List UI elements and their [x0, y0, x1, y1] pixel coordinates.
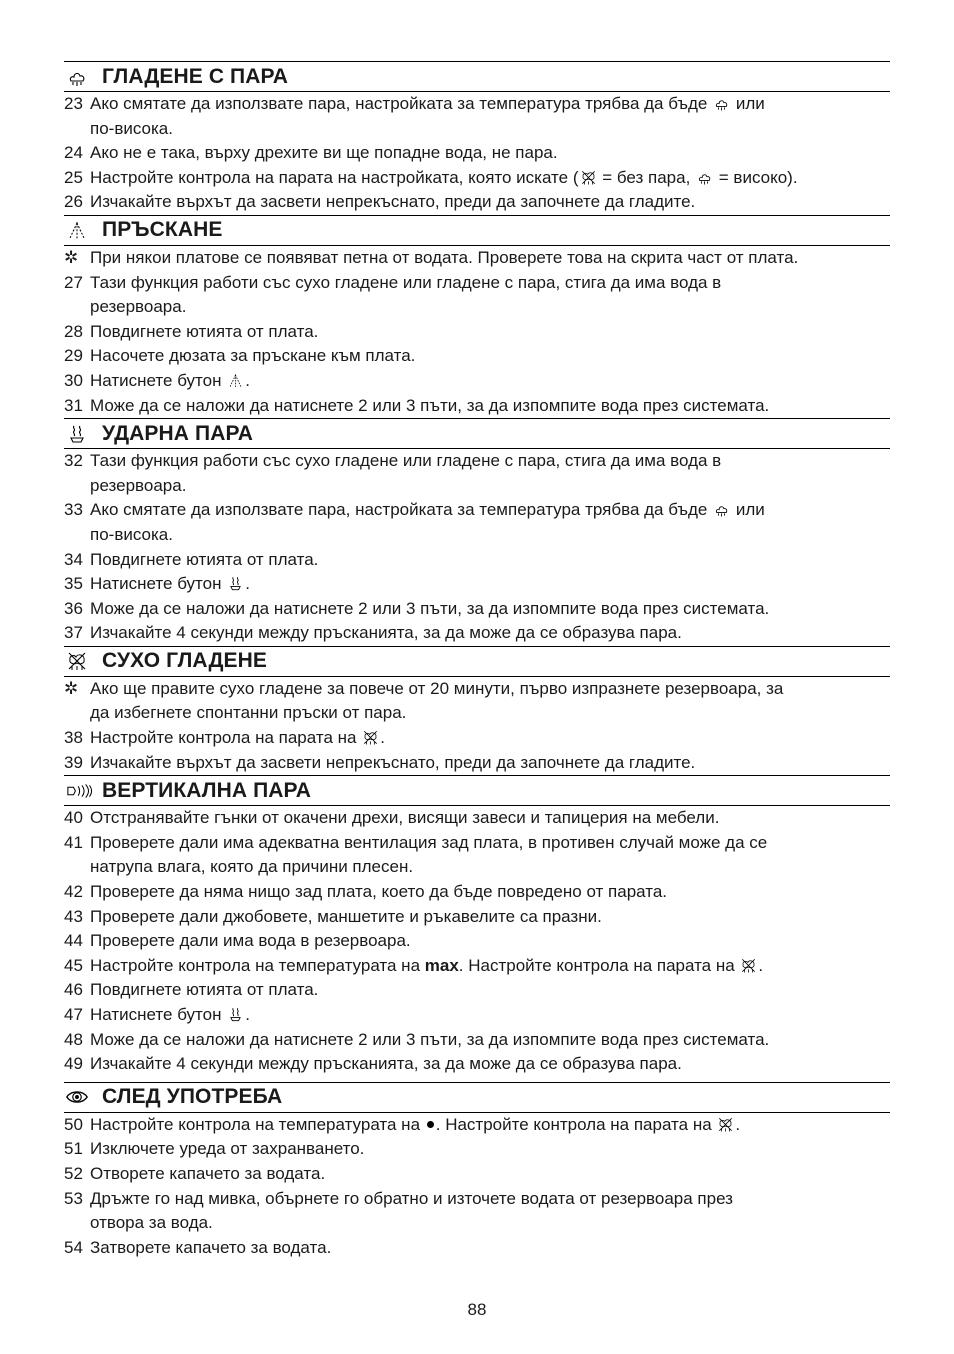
item-number: 47 — [64, 1005, 83, 1024]
list-item — [64, 572, 890, 597]
list-item — [64, 597, 890, 622]
section-header-after-use — [64, 1082, 890, 1113]
list-item — [64, 880, 890, 905]
eye-icon — [66, 1087, 88, 1107]
list-item — [64, 498, 890, 547]
list-item — [64, 978, 890, 1003]
item-text: . Настройте контрола на парата на — [435, 1114, 717, 1134]
item-text: Проверете дали има вода в резервоара. — [90, 931, 411, 951]
item-number: 44 — [64, 931, 83, 951]
list-item — [64, 548, 890, 573]
item-number: 24 — [64, 143, 83, 163]
item-text: Тази функция работи със сухо гладене или гладене с пара, стига да има вода в — [90, 451, 722, 471]
item-number: 23 — [64, 94, 83, 113]
list-item — [64, 954, 890, 979]
item-text: по-висока. — [90, 118, 173, 138]
item-text: по-висока. — [90, 524, 173, 544]
item-text: Настройте контрола на температурата на — [90, 1114, 425, 1134]
spray-icon — [66, 220, 88, 240]
steam-icon — [66, 67, 88, 87]
item-number: 29 — [64, 346, 83, 366]
item-text: Настройте контрола на температурата на — [90, 955, 425, 975]
item-text: . — [245, 574, 250, 594]
item-text: Изчакайте върхът да засвети непрекъснато, преди да започнете да гладите. — [90, 752, 696, 772]
item-text: Отстранявайте гънки от окачени дрехи, висящи завеси и тапицерия на мебели. — [90, 808, 720, 828]
list-item — [64, 726, 890, 751]
list-item — [64, 320, 890, 345]
list-item — [64, 1113, 890, 1138]
list-item — [64, 394, 890, 419]
no-steam-icon — [580, 169, 597, 186]
list-item — [64, 1162, 890, 1187]
item-text: Може да се наложи да натиснете 2 или 3 пъти, за да изпомпите вода през системата. — [90, 1029, 770, 1049]
item-number: 45 — [64, 955, 83, 975]
item-text: Изключете уреда от захранването. — [90, 1139, 365, 1159]
spray-icon — [227, 372, 244, 389]
item-text: Повдигнете ютията от плата. — [90, 321, 319, 341]
item-number: 30 — [64, 370, 83, 390]
item-number: 39 — [64, 752, 83, 772]
item-text: Повдигнете ютията от плата. — [90, 549, 319, 569]
no-steam-icon — [717, 1116, 734, 1133]
item-number: 28 — [64, 321, 83, 341]
item-number: 33 — [64, 500, 83, 520]
item-text: Отворете капачето за водата. — [90, 1163, 326, 1183]
item-text: Изчакайте върхът да засвети непрекъснато, преди да започнете да гладите. — [90, 192, 696, 212]
item-text: Ако смятате да използвате пара, настройката за температура трябва да бъде — [90, 94, 713, 113]
item-text: Дръжте го над мивка, обърнете го обратно и източете водата от резервоара през — [90, 1188, 733, 1208]
item-number: 50 — [64, 1114, 83, 1134]
list-item — [64, 1137, 890, 1162]
section-title: СЛЕД УПОТРЕБА — [102, 1085, 283, 1109]
item-number: 40 — [64, 808, 83, 828]
item-number: 35 — [64, 574, 83, 594]
item-text: . — [758, 955, 764, 975]
item-number: 46 — [64, 980, 83, 1000]
steam-icon — [696, 169, 713, 186]
item-text: Ако смятате да използвате пара, настройката за температура трябва да бъде — [90, 500, 713, 520]
section-title: ГЛАДЕНЕ С ПАРА — [102, 64, 289, 88]
item-text: Проверете да няма нищо зад плата, което да бъде повредено от парата. — [90, 882, 668, 902]
section-header-steam-ironing — [64, 61, 890, 92]
no-steam-icon — [66, 651, 88, 671]
section-header-dry-ironing — [64, 646, 890, 677]
section-title: ПРЪСКАНЕ — [102, 218, 223, 242]
item-number: 53 — [64, 1188, 83, 1208]
warning-icon: ✲ — [64, 678, 79, 698]
section-title: ВЕРТИКАЛНА ПАРА — [102, 778, 312, 802]
list-item — [64, 806, 890, 831]
item-text: или — [731, 94, 765, 113]
section-title: УДАРНА ПАРА — [102, 421, 253, 445]
item-number: 32 — [64, 451, 83, 471]
no-steam-icon — [362, 729, 379, 746]
list-item — [64, 677, 890, 726]
item-text: Изчакайте 4 секунди между пръсканията, за да може да се образува пара. — [90, 623, 682, 643]
page-number: 88 — [467, 1300, 487, 1319]
section-header-shot-steam — [64, 418, 890, 449]
section-title: СУХО ГЛАДЕНЕ — [102, 649, 267, 673]
manual-page — [64, 61, 890, 1260]
list-item — [64, 1003, 890, 1028]
item-number: 25 — [64, 167, 83, 187]
item-text: . — [380, 728, 385, 748]
shot-steam-icon — [227, 1006, 244, 1023]
item-text: Насочете дюзата за пръскане към плата. — [90, 346, 416, 366]
item-text: Проверете дали джобовете, маншетите и ръкавелите са празни. — [90, 906, 602, 926]
item-text: резервоара. — [90, 475, 187, 495]
item-number: 37 — [64, 623, 83, 643]
item-text: Натиснете бутон — [90, 370, 227, 390]
item-text: = без пара, — [597, 167, 696, 187]
item-number: 26 — [64, 192, 83, 212]
item-number: 41 — [64, 832, 83, 852]
item-number: 48 — [64, 1029, 83, 1049]
item-text: Може да се наложи да натиснете 2 или 3 пъти, за да изпомпите вода през системата. — [90, 395, 770, 415]
item-text: = високо). — [714, 167, 798, 187]
list-item — [64, 246, 890, 271]
item-text: или — [731, 500, 765, 520]
item-text: Тази функция работи със сухо гладене или гладене с пара, стига да има вода в — [90, 272, 722, 292]
item-number: 34 — [64, 549, 83, 569]
item-text: резервоара. — [90, 297, 187, 317]
item-text: да избегнете спонтанни пръски от пара. — [90, 703, 407, 723]
list-item — [64, 166, 890, 191]
section-header-vertical-steam — [64, 775, 890, 806]
item-number: 31 — [64, 395, 83, 415]
item-text: Затворете капачето за водата. — [90, 1237, 332, 1257]
list-item — [64, 929, 890, 954]
list-item — [64, 190, 890, 215]
item-text: . — [245, 1005, 250, 1024]
item-number: 43 — [64, 906, 83, 926]
list-item — [64, 751, 890, 776]
item-number: 38 — [64, 728, 83, 748]
list-item — [64, 1187, 890, 1236]
dot-setting-icon — [427, 1121, 434, 1128]
item-text: . Настройте контрола на парата на — [458, 955, 740, 975]
item-text: Настройте контрола на парата на — [90, 728, 362, 748]
item-number: 54 — [64, 1237, 83, 1257]
list-item — [64, 1236, 890, 1261]
warning-icon: ✲ — [64, 247, 79, 267]
list-item — [64, 271, 890, 320]
item-text: Ако ще правите сухо гладене за повече от 20 минути, първо изпразнете резервоара, за — [90, 678, 784, 698]
item-number: 51 — [64, 1139, 83, 1159]
item-text: . — [245, 370, 250, 390]
no-steam-icon — [740, 957, 757, 974]
list-item — [64, 369, 890, 394]
item-text: натрупа влага, която да причини плесен. — [90, 857, 414, 877]
item-text: Проверете дали има адекватна вентилация зад плата, в противен случай може да се — [90, 832, 768, 852]
item-text: Може да се наложи да натиснете 2 или 3 пъти, за да изпомпите вода през системата. — [90, 598, 770, 618]
item-number: 52 — [64, 1163, 83, 1183]
steam-icon — [713, 95, 730, 112]
shot-steam-icon — [227, 575, 244, 592]
vertical-steam-icon — [66, 781, 96, 801]
item-number: 49 — [64, 1054, 83, 1074]
item-number: 27 — [64, 272, 83, 292]
item-text: Изчакайте 4 секунди между пръсканията, за да може да се образува пара. — [90, 1054, 682, 1074]
steam-icon — [713, 501, 730, 518]
item-text: Натиснете бутон — [90, 574, 227, 594]
list-item — [64, 449, 890, 498]
item-text: При някои платове се появяват петна от водата. Проверете това на скрита част от плата. — [90, 247, 799, 267]
item-text-bold: max — [424, 955, 459, 975]
list-item — [64, 905, 890, 930]
item-text: . — [735, 1114, 741, 1134]
list-item — [64, 831, 890, 880]
list-item — [64, 1028, 890, 1053]
list-item — [64, 344, 890, 369]
list-item — [64, 1052, 890, 1077]
list-item — [64, 92, 890, 141]
item-number: 42 — [64, 882, 83, 902]
shot-steam-icon — [66, 424, 88, 444]
item-number: 36 — [64, 598, 83, 618]
item-text: Настройте контрола на парата на настройката, която искате ( — [90, 167, 579, 187]
item-text: Повдигнете ютията от плата. — [90, 980, 319, 1000]
section-header-spray — [64, 215, 890, 246]
item-text: Ако не е така, върху дрехите ви ще попадне вода, не пара. — [90, 143, 558, 163]
item-text: отвора за вода. — [90, 1213, 213, 1233]
list-item — [64, 621, 890, 646]
item-text: Натиснете бутон — [90, 1005, 227, 1024]
list-item — [64, 141, 890, 166]
